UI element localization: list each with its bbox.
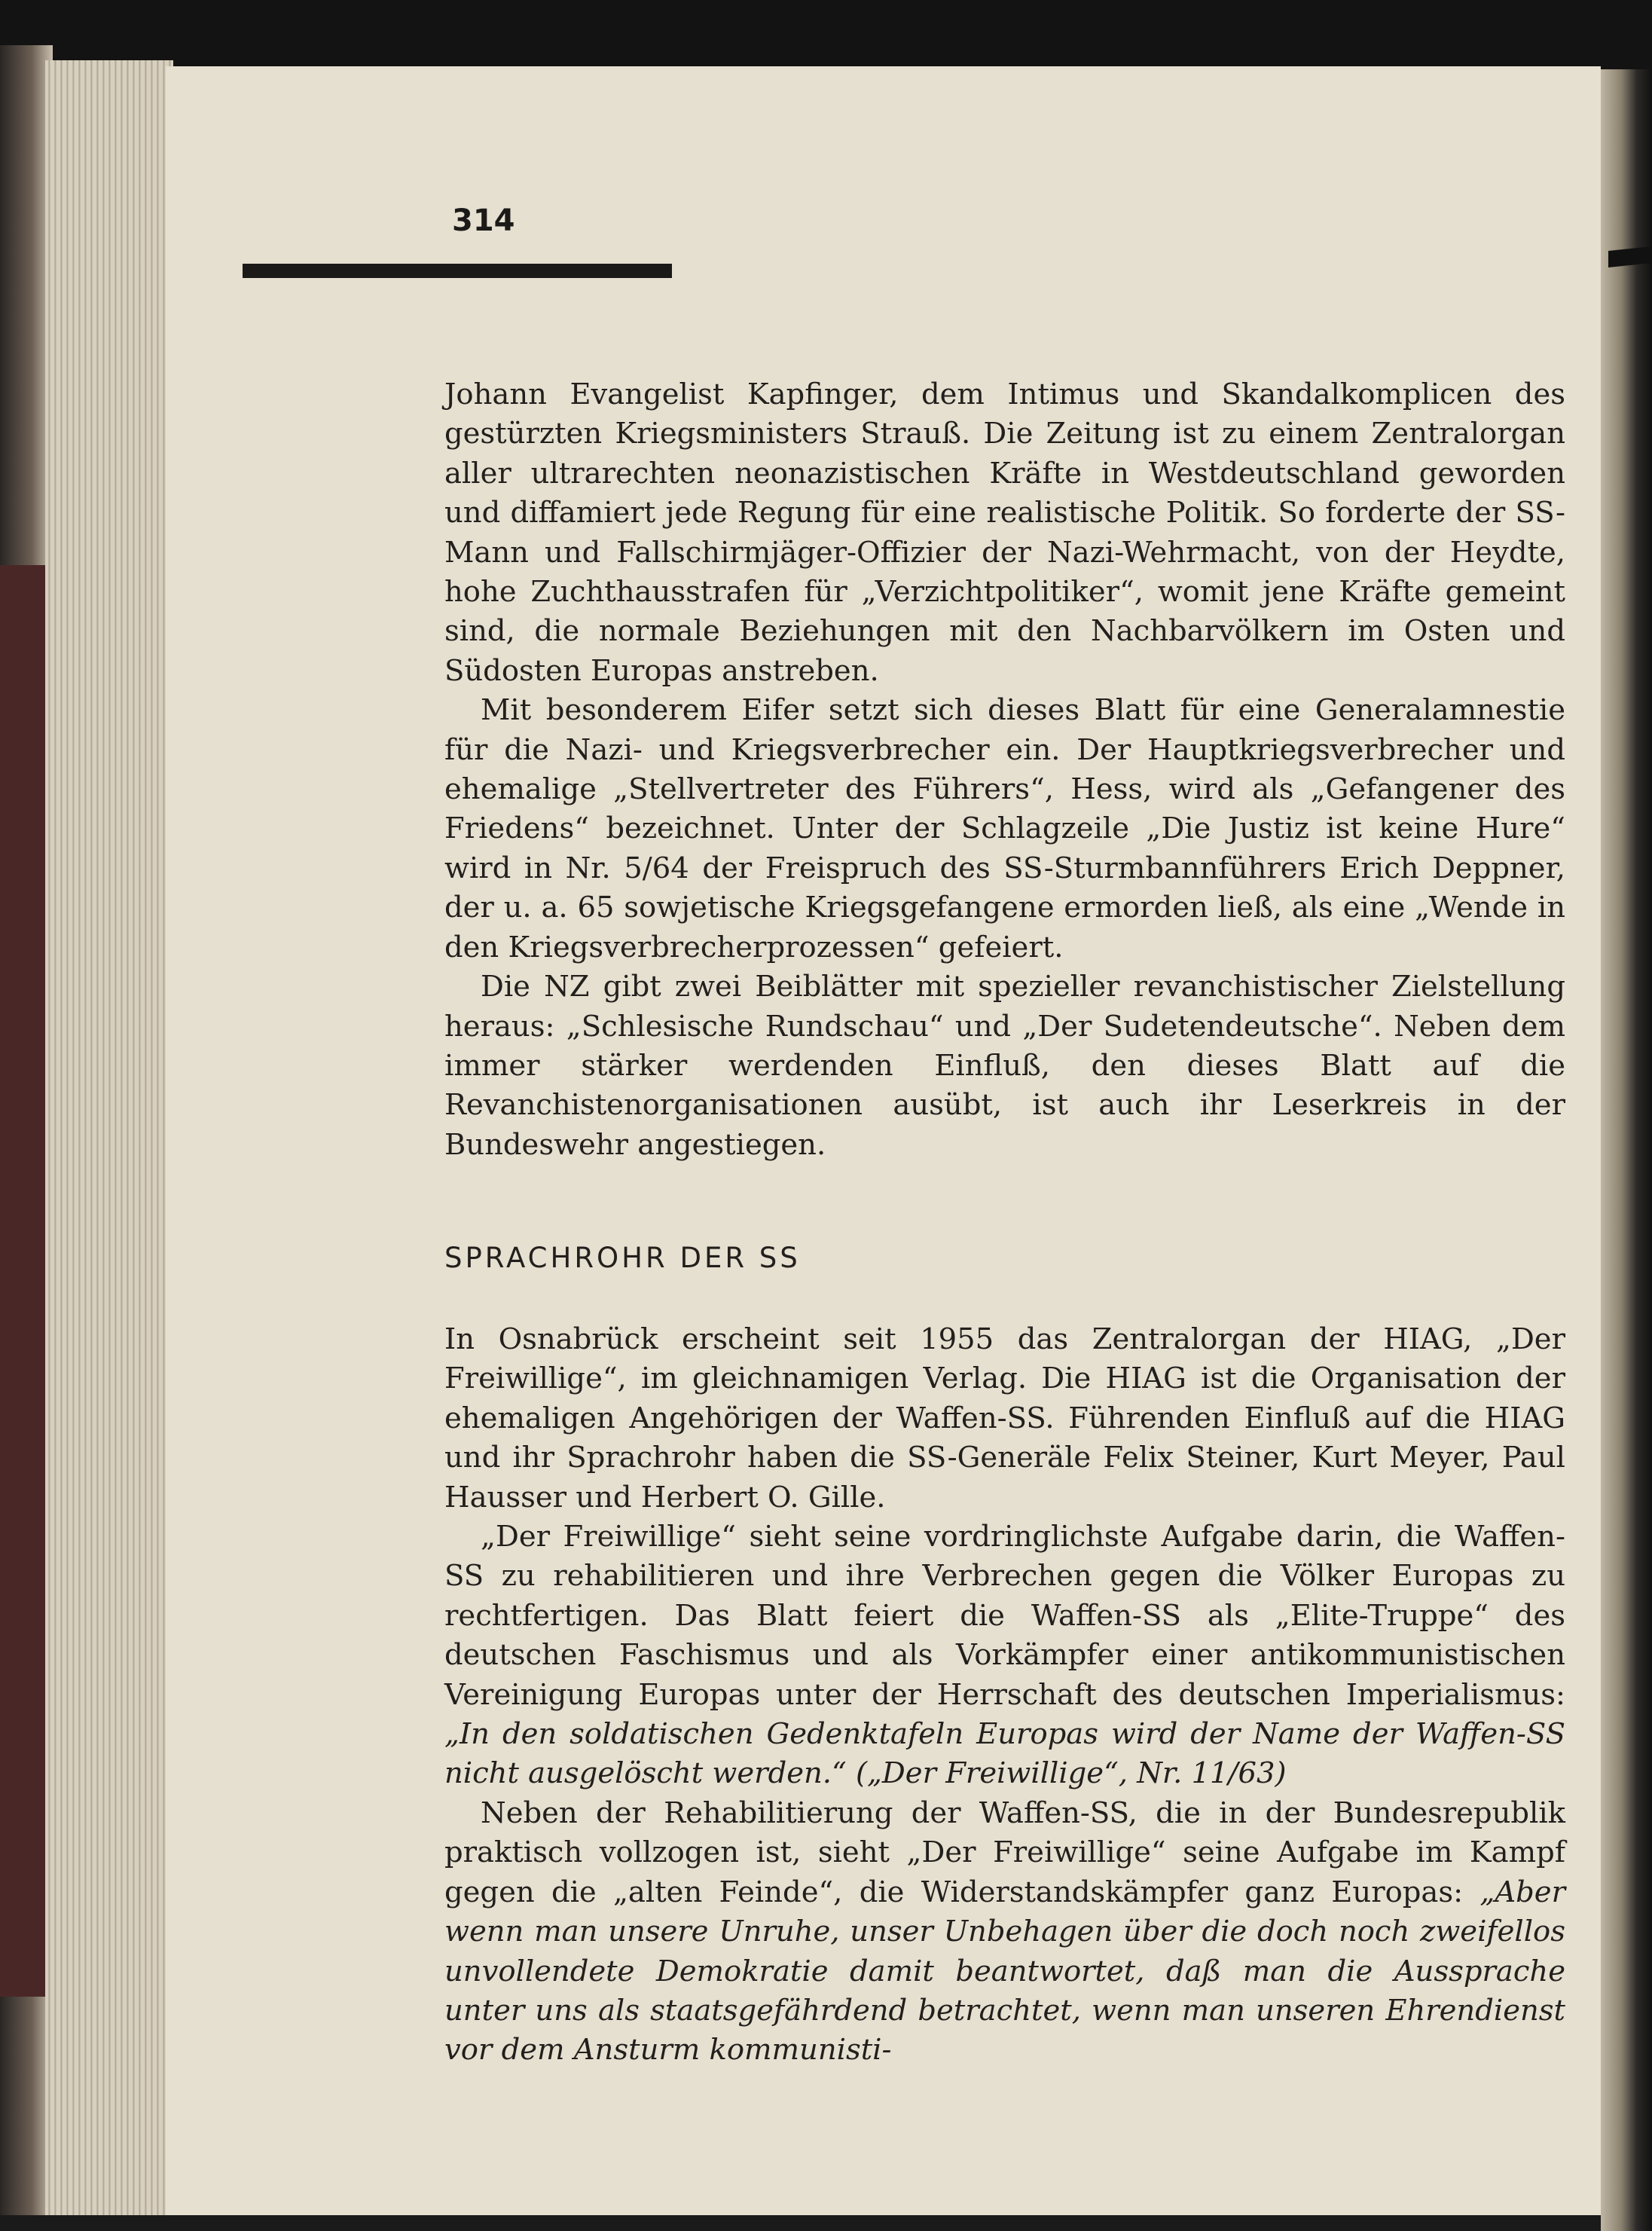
header-rule [243,264,672,278]
section-heading: SPRACHROHR DER SS [444,1242,801,1274]
page-stack-edges [45,60,173,2215]
paragraph-text: „Der Freiwillige“ sieht seine vordringlichste Aufgabe darin, die Waffen-SS zu rehabilitieren und ihre Verbrechen gegen die Völker Europas zu rechtfertigen. Das Blatt feiert die Waffen-SS als „Elite-Truppe“ des deutschen Faschismus und als Vorkämpfer einer antikommunistischen Vereinigung Europas unter der Herrschaft des deutschen Imperialismus: [444,1520,1565,1712]
paragraph: Die NZ gibt zwei Beiblätter mit spezieller revanchistischer Zielstellung heraus: „Schlesische Rundschau“ und „Der Sudetendeutsche“. Neben dem immer stärker werdenden Einfluß, den dieses Blatt auf die Revanchistenorganisationen ausübt, ist auch ihr Leserkreis in der Bundeswehr angestiegen. [444,970,1565,1162]
paragraph: Johann Evangelist Kapfinger, dem Intimus und Skandalkomplicen des gestürzten Kriegsministers Strauß. Die Zeitung ist zu einem Zentralorgan aller ultrarechten neonazistischen Kräfte in Westdeutschland geworden und diffamiert jede Regung für eine realistische Politik. So forderte der SS-Mann und Fallschirmjäger-Offizier der Nazi-Wehrmacht, von der Heydte, hohe Zuchthausstrafen für „Verzichtpolitiker“, womit jene Kräfte gemeint sind, die normale Beziehungen mit den Nachbarvölkern im Osten und Südosten Europas anstreben. [444,377,1565,688]
paragraph [444,1794,1565,2071]
paragraph: In Osnabrück erscheint seit 1955 das Zentralorgan der HIAG, „Der Freiwillige“, im gleichnamigen Verlag. Die HIAG ist die Organisation der ehemaligen Angehörigen der Waffen-SS. Führenden Einfluß auf die HIAG und ihr Sprachrohr haben die SS-Generäle Felix Steiner, Kurt Meyer, Paul Hausser und Herbert O. Gille. [444,1322,1565,1514]
book-cover-edge [0,565,45,1997]
quotation: „In den soldatischen Gedenktafeln Europas wird der Name der Waffen-SS nicht ausgelöscht werden.“ („Der Freiwillige“, Nr. 11/63) [444,1717,1565,1791]
body-text-top [444,375,1565,1165]
paragraph [444,1517,1565,1794]
page-number: 314 [452,203,515,238]
background-top [0,0,1652,69]
body-text-bottom [444,1320,1565,2071]
paragraph: Mit besonderem Eifer setzt sich dieses Blatt für eine Generalamnestie für die Nazi- und Kriegsverbrecher ein. Der Hauptkriegsverbrecher und ehemalige „Stellvertreter des Führers“, Hess, wird als „Gefangener des Friedens“ bezeichnet. Unter der Schlagzeile „Die Justiz ist keine Hure“ wird in Nr. 5/64 der Freispruch des SS-Sturmbannführers Erich Deppner, der u. a. 65 sowjetische Kriegsgefangene ermorden ließ, als eine „Wende in den Kriegsverbrecherprozessen“ gefeiert. [444,693,1565,964]
quotation: „Aber wenn man unsere Unruhe, unser Unbehagen über die doch noch zweifellos unvollendete Demokratie damit beantwortet, daß man die Aussprache unter uns als staatsgefährdend betrachtet, wenn man unseren Ehrendienst vor dem Ansturm kommunisti- [444,1875,1565,2067]
paragraph-text: Neben der Rehabilitierung der Waffen-SS, die in der Bundesrepublik praktisch vollzogen ist, sieht „Der Freiwillige“ seine Aufgabe im Kampf gegen die „alten Feinde“, die Widerstandskämpfer ganz Europas: [444,1795,1565,1909]
facing-page-edge [1601,69,1652,2231]
